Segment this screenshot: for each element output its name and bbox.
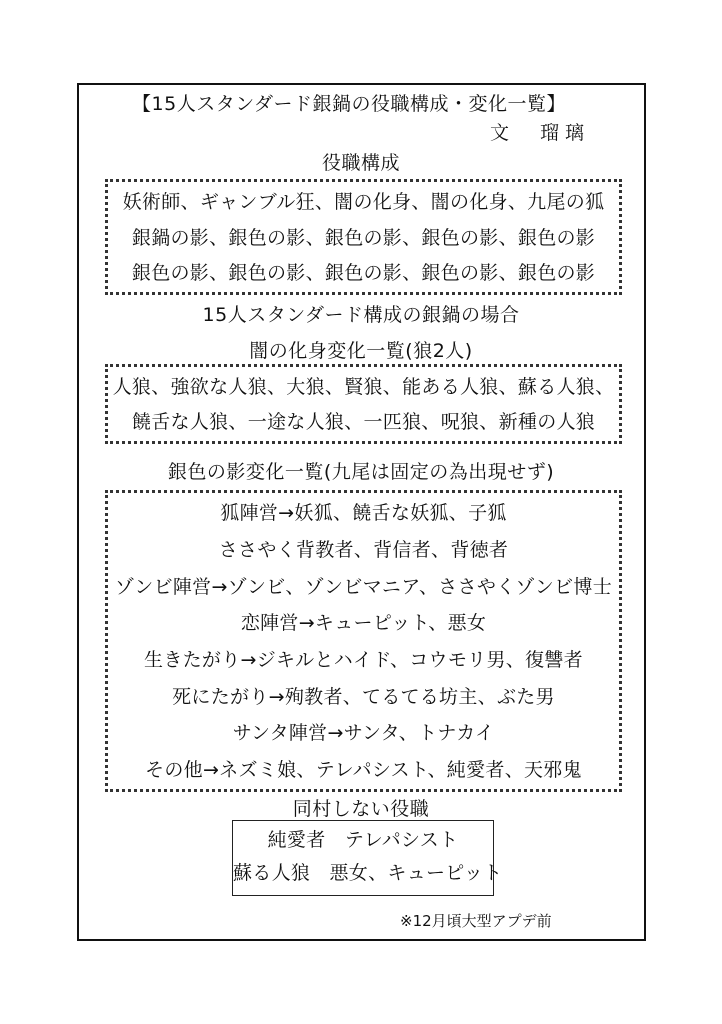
silver-change-line: 恋陣営→キューピット、悪女 xyxy=(240,612,487,634)
composition-heading: 役職構成 xyxy=(321,152,400,174)
composition-line: 銀色の影、銀色の影、銀色の影、銀色の影、銀色の影 xyxy=(131,262,596,284)
author: 文 瑠璃 xyxy=(490,122,591,144)
silver-change-line: 狐陣営→妖狐、饒舌な妖狐、子狐 xyxy=(220,502,507,524)
silver-change-line: 生きたがり→ジキルとハイド、コウモリ男、復讐者 xyxy=(144,649,583,671)
dark-change-line: 人狼、強欲な人狼、大狼、賢狼、能ある人狼、蘇る人狼、 xyxy=(112,376,615,398)
exclusive-box xyxy=(232,820,503,896)
page-title: 【15人スタンダード銀鍋の役職構成・変化一覧】 xyxy=(132,93,566,115)
silver-change-line: 死にたがり→殉教者、てるてる坊主、ぶた男 xyxy=(172,686,555,708)
composition-box xyxy=(105,179,622,295)
dark-change-box xyxy=(105,364,622,444)
silver-change-line: その他→ネズミ娘、テレパシスト、純愛者、天邪鬼 xyxy=(145,759,582,781)
silver-change-line: サンタ陣営→サンタ、トナカイ xyxy=(232,722,495,744)
dark-change-heading: 闇の化身変化一覧(狼2人) xyxy=(249,340,473,362)
silver-change-heading: 銀色の影変化一覧(九尾は固定の為出現せず) xyxy=(167,461,555,483)
exclusive-line: 蘇る人狼 悪女、キューピット xyxy=(233,862,503,884)
composition-line: 妖術師、ギャンブル狂、闇の化身、闇の化身、九尾の狐 xyxy=(122,191,605,213)
silver-change-line: ゾンビ陣営→ゾンビ、ゾンビマニア、ささやくゾンビ博士 xyxy=(114,576,612,598)
silver-change-line: ささやく背教者、背信者、背徳者 xyxy=(218,539,509,561)
composition-line: 銀鍋の影、銀色の影、銀色の影、銀色の影、銀色の影 xyxy=(131,227,596,249)
footnote: ※12月頃大型アプデ前 xyxy=(400,912,552,930)
exclusive-line: 純愛者 テレパシスト xyxy=(267,829,459,851)
silver-change-box xyxy=(105,490,622,792)
dark-change-line: 饒舌な人狼、一途な人狼、一匹狼、呪狼、新種の人狼 xyxy=(131,411,596,433)
standard-heading: 15人スタンダード構成の銀鍋の場合 xyxy=(202,304,520,326)
exclusive-heading: 同村しない役職 xyxy=(292,798,430,820)
